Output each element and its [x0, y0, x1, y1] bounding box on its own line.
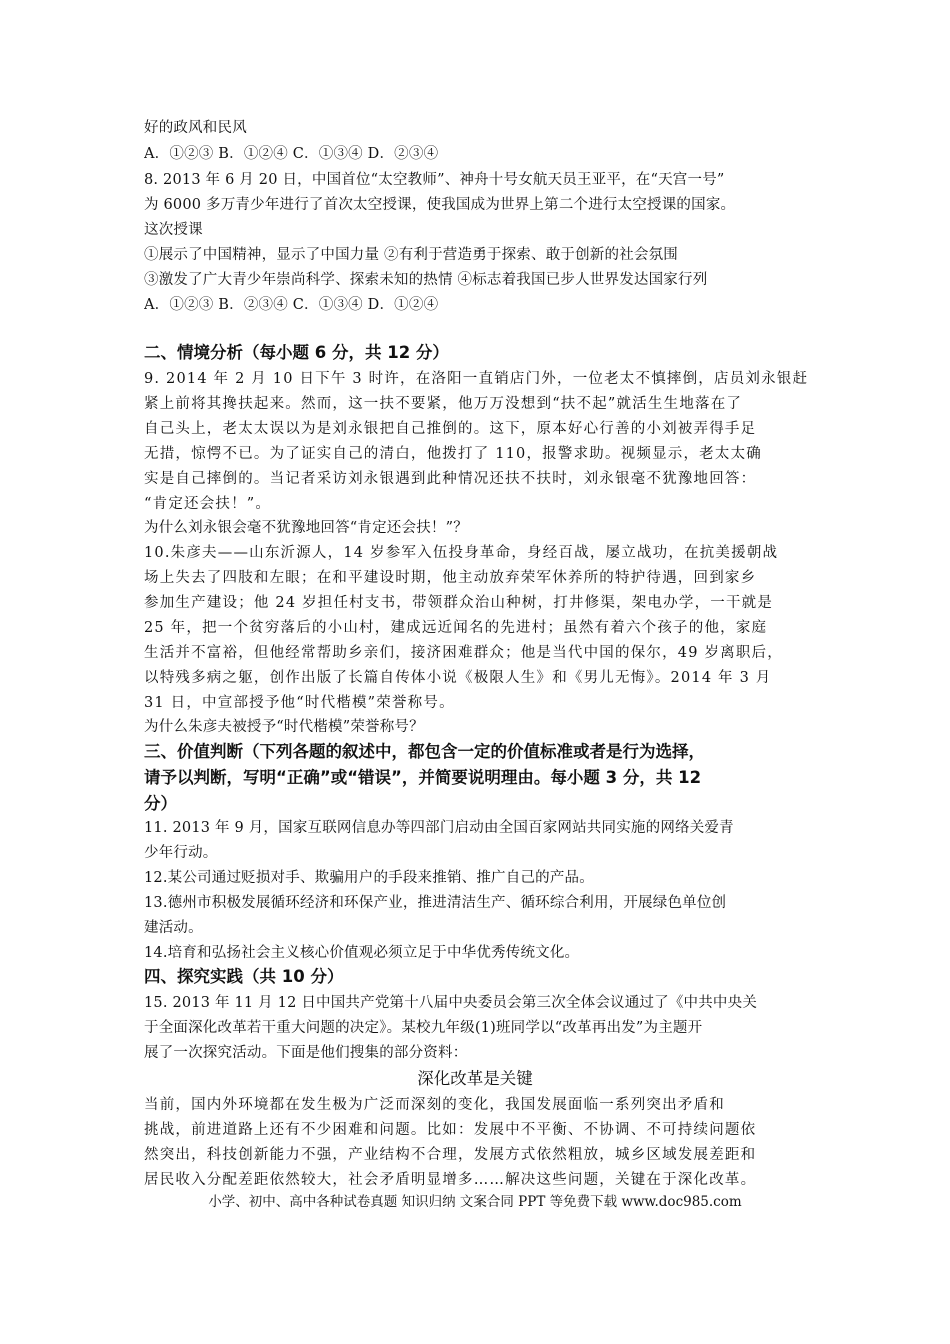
q8-line-2: 为 6000 多万青少年进行了首次太空授课，使我国成为世界上第二个进行太空授课的国家。 — [144, 197, 736, 213]
material-line-4: 居民收入分配差距依然较大，社会矛盾明显增多……解决这些问题，关键在于深化改革。 — [144, 1172, 757, 1188]
material-line-3: 然突出，科技创新能力不强，产业结构不合理，发展方式依然粗放，城乡区域发展差距和 — [144, 1147, 757, 1163]
q13-line-1: 13.德州市积极发展循环经济和环保产业，推进清洁生产、循环综合利用，开展绿色单位创 — [144, 895, 727, 911]
q7-tail-line: 好的政风和民风 — [144, 120, 247, 136]
q8-line-4: ①展示了中国精神，显示了中国力量 ②有利于营造勇于探索、敢于创新的社会氛围 — [144, 247, 679, 263]
q11-line-1: 11. 2013 年 9 月，国家互联网信息办等四部门启动由全国百家网站共同实施的网络关爱青 — [144, 820, 734, 836]
material-line-1: 当前，国内外环境都在发生极为广泛而深刻的变化，我国发展面临一系列突出矛盾和 — [144, 1097, 725, 1113]
q10-line-5: 生活并不富裕，但他经常帮助乡亲们，接济困难群众；他是当代中国的保尔，49 岁离职后， — [144, 645, 783, 661]
q9-line-1: 9. 2014 年 2 月 10 日下午 3 时许，在洛阳一直销店门外，一位老太不慎摔倒，店员刘永银赶 — [144, 371, 809, 387]
material-title: 深化改革是关键 — [417, 1069, 533, 1088]
q13-line-2: 建活动。 — [144, 920, 203, 936]
q10-line-4: 25 年，把一个贫穷落后的小山村，建成远近闻名的先进村；虽然有着六个孩子的他，家庭 — [144, 620, 768, 636]
q9-line-5: 实是自己摔倒的。当记者采访刘永银遇到此种情况还扶不扶时，刘永银毫不犹豫地回答： — [144, 471, 757, 487]
q8-options: A．①②③ B．②③④ C．①③④ D．①②④ — [144, 297, 439, 313]
page-footer: 小学、初中、高中各种试卷真题 知识归纳 文案合同 PPT 等免费下载 www.doc985.com — [208, 1194, 742, 1210]
q9-line-3: 自己头上，老太太误以为是刘永银把自己推倒的。这下，原本好心行善的小刘被弄得手足 — [144, 421, 757, 437]
q9-line-2: 紧上前将其搀扶起来。然而，这一扶不要紧，他万万没想到“扶不起”就活生生地落在了 — [144, 396, 743, 412]
q14-line: 14.培育和弘扬社会主义核心价值观必须立足于中华优秀传统文化。 — [144, 945, 580, 961]
q10-line-1: 10.朱彦夫——山东沂源人，14 岁参军入伍投身革命，身经百战，屡立战功，在抗美援朝战 — [144, 545, 779, 561]
q8-line-5: ③激发了广大青少年崇尚科学、探索未知的热情 ④标志着我国已步人世界发达国家行列 — [144, 272, 708, 288]
section-3-heading-line-3: 分） — [144, 794, 177, 813]
q10-line-7: 31 日，中宣部授予他“时代楷模”荣誉称号。 — [144, 695, 455, 711]
q15-line-3: 展了一次探究活动。下面是他们搜集的部分资料： — [144, 1045, 468, 1061]
q15-line-2: 于全面深化改革若干重大问题的决定》。某校九年级(1)班同学以“改革再出发”为主题开 — [144, 1020, 703, 1036]
section-2-heading: 二、情境分析（每小题 6 分，共 12 分） — [144, 343, 449, 362]
q11-line-2: 少年行动。 — [144, 845, 218, 861]
q9-line-6: “肯定还会扶！”。 — [144, 496, 272, 512]
section-4-heading: 四、探究实践（共 10 分） — [144, 967, 344, 986]
q15-line-1: 15. 2013 年 11 月 12 日中国共产党第十八届中央委员会第三次全体会议通过了《中共中央关 — [144, 995, 758, 1011]
q9-question: 为什么刘永银会毫不犹豫地回答“肯定还会扶！”？ — [144, 520, 468, 536]
q10-question: 为什么朱彦夫被授予“时代楷模”荣誉称号？ — [144, 719, 424, 735]
q8-line-1: 8. 2013 年 6 月 20 日，中国首位“太空教师”、神舟十号女航天员王亚平，在“天宫一号” — [144, 172, 725, 188]
q10-line-3: 参加生产建设；他 24 岁担任村支书，带领群众治山种树，打井修渠，架电办学，一干就是 — [144, 595, 774, 611]
q8-line-3: 这次授课 — [144, 222, 203, 238]
q12-line: 12.某公司通过贬损对手、欺骗用户的手段来推销、推广自己的产品。 — [144, 870, 594, 886]
q10-line-6: 以特残多病之躯，创作出版了长篇自传体小说《极限人生》和《男儿无悔》。2014 年 3 月 — [144, 670, 772, 686]
q9-line-4: 无措，惊愕不已。为了证实自己的清白，他拨打了 110，报警求助。视频显示，老太太确 — [144, 446, 762, 462]
material-line-2: 挑战，前进道路上还有不少困难和问题。比如：发展中不平衡、不协调、不可持续问题依 — [144, 1122, 757, 1138]
q7-options: A．①②③ B．①②④ C．①③④ D．②③④ — [144, 146, 439, 162]
section-3-heading-line-1: 三、价值判断（下列各题的叙述中，都包含一定的价值标准或者是行为选择， — [144, 742, 705, 761]
q10-line-2: 场上失去了四肢和左眼；在和平建设时期，他主动放弃荣军休养所的特护待遇，回到家乡 — [144, 570, 757, 586]
section-3-heading-line-2: 请予以判断，写明“正确”或“错误”，并简要说明理由。每小题 3 分，共 12 — [144, 768, 702, 787]
